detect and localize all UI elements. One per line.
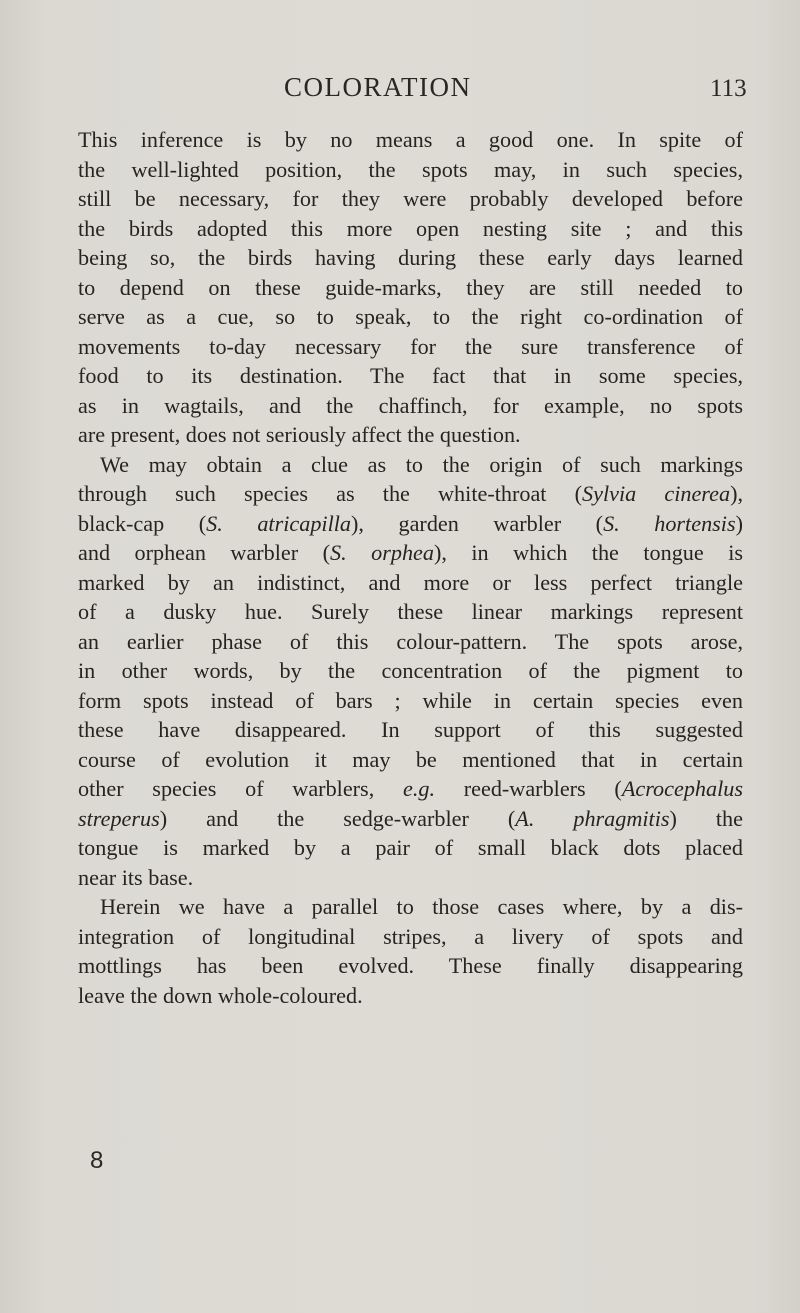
species-name: A. phragmitis: [515, 805, 670, 831]
text-line: an earlier phase of this colour-pattern. The spots arose,: [78, 628, 743, 654]
text-line: movements to-day necessary for the sure transference of: [78, 333, 743, 359]
text-run: through such species as the white-throat (: [78, 481, 582, 506]
text-run: ) the: [669, 805, 743, 831]
text-run: black-cap (: [78, 510, 207, 536]
text-line: in other words, by the concentration of the pigment to: [78, 658, 743, 683]
species-name: Sylvia cinerea: [582, 481, 731, 506]
text-line: the birds adopted this more open nesting site ; and this: [78, 215, 743, 241]
running-title: COLORATION: [284, 72, 472, 102]
abbreviation: e.g.: [402, 776, 436, 801]
text-line: these have disappeared. In support of this suggested: [78, 717, 743, 742]
text-line: to depend on these guide-marks, they are still needed to: [78, 274, 743, 300]
text-line: [78, 509, 743, 539]
text-line: serve as a cue, so to speak, to the right co-ordination of: [78, 304, 743, 329]
text-line: still be necessary, for they were probably developed before: [78, 186, 743, 211]
paragraph-2: [78, 450, 743, 893]
species-name: S. hortensis: [603, 510, 736, 536]
text-line: integration of longitudinal stripes, a livery of spots and: [78, 923, 743, 949]
text-run: ), in which the tongue is: [434, 540, 744, 565]
text-line: being so, the birds having during these early days learned: [78, 245, 743, 270]
text-run: and orphean warbler (: [78, 540, 331, 565]
text-line: course of evolution it may be mentioned that in certain: [78, 746, 743, 772]
text-line: This inference is by no means a good one. In spite of: [78, 127, 743, 152]
text-line: of a dusky hue. Surely these linear markings represent: [78, 599, 743, 624]
body-text: [78, 125, 743, 1010]
text-line: are present, does not seriously affect the question.: [78, 422, 521, 447]
text-run: ): [735, 510, 743, 536]
text-line: the well-lighted position, the spots may, in such species,: [78, 156, 743, 182]
text-run: ),: [730, 481, 743, 506]
text-line: Herein we have a parallel to those cases where, by a dis-: [100, 894, 743, 919]
text-line: [78, 479, 743, 509]
text-line: marked by an indistinct, and more or less perfect triangle: [78, 569, 743, 595]
text-line: tongue is marked by a pair of small black dots placed: [78, 835, 743, 860]
text-line: We may obtain a clue as to the origin of such markings: [100, 451, 743, 477]
text-line: [78, 804, 743, 834]
signature-mark: 8: [90, 1147, 104, 1174]
text-line: as in wagtails, and the chaffinch, for example, no spots: [78, 392, 743, 418]
text-line: food to its destination. The fact that in some species,: [78, 363, 743, 388]
text-line: leave the down whole-coloured.: [78, 982, 363, 1008]
species-name: Acrocephalus: [621, 776, 743, 801]
species-name: S. orphea: [330, 540, 434, 565]
running-head: [0, 72, 800, 112]
species-name: streperus: [78, 805, 160, 831]
text-run: reed-warblers (: [435, 776, 622, 801]
text-line: [78, 538, 743, 568]
text-line: mottlings has been evolved. These finally disappearing: [78, 953, 743, 978]
text-line: form spots instead of bars ; while in certain species even: [78, 687, 743, 713]
text-run: ), garden warbler (: [351, 510, 604, 536]
text-line: [78, 774, 743, 804]
text-run: ) and the sedge-warbler (: [159, 805, 516, 831]
text-run: other species of warblers,: [78, 776, 403, 801]
paragraph-1: [78, 125, 743, 450]
species-name: S. atricapilla: [206, 510, 352, 536]
paragraph-3: [78, 892, 743, 1010]
text-line: near its base.: [78, 864, 194, 890]
page-number: 113: [710, 75, 747, 102]
